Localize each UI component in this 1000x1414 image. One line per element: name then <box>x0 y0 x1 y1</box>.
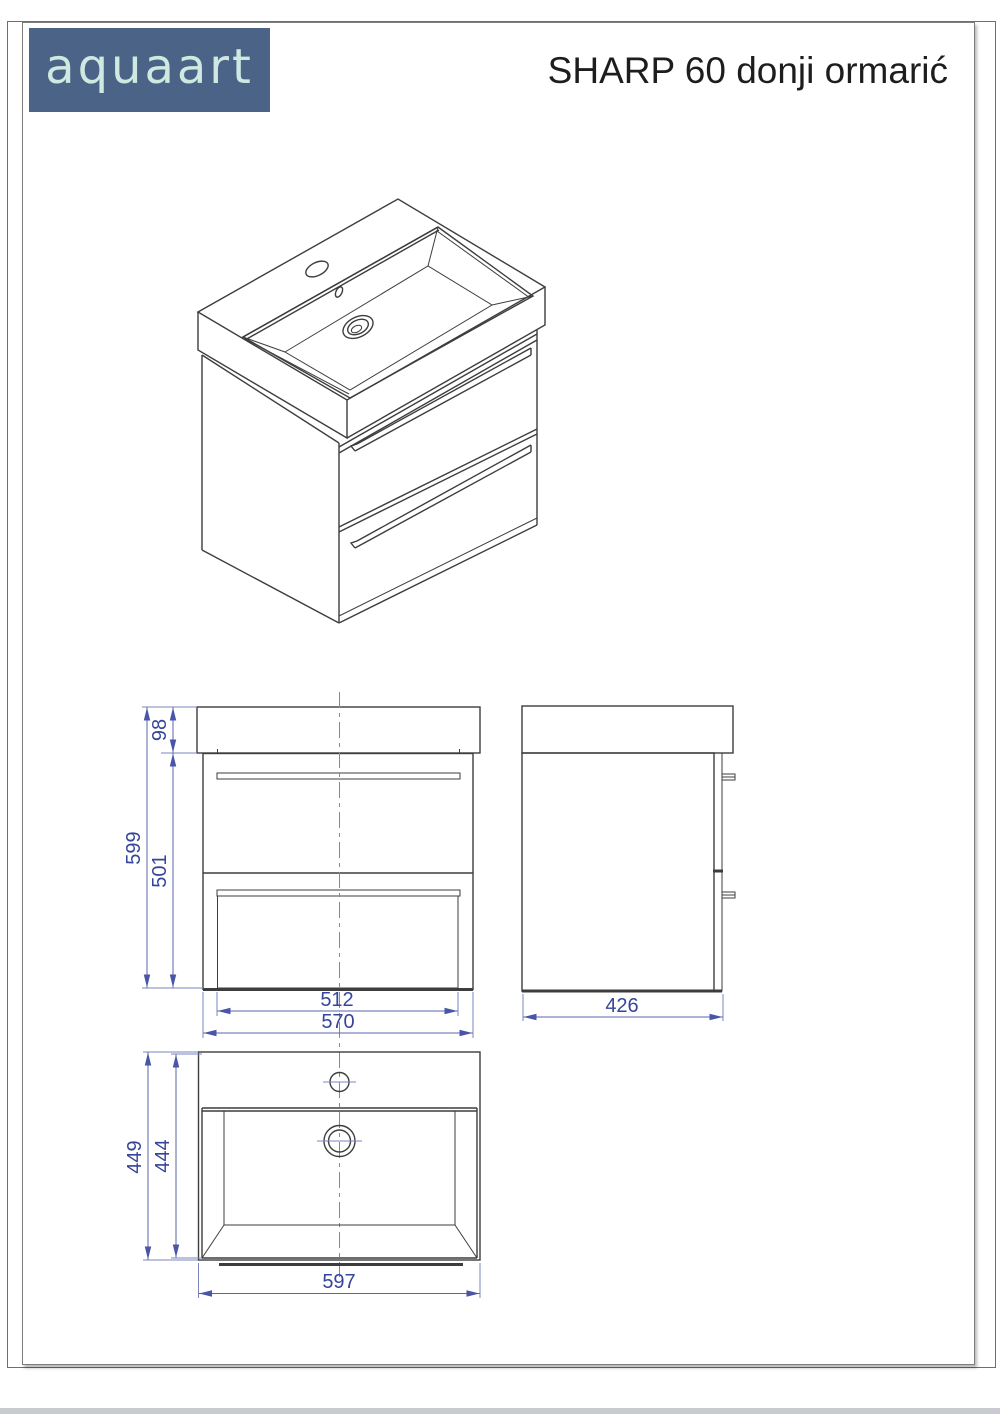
svg-text:98: 98 <box>149 718 171 742</box>
dimension-total-height <box>123 708 203 989</box>
page-bottom-edge <box>0 1408 1000 1414</box>
svg-text:426: 426 <box>605 995 639 1017</box>
svg-text:599: 599 <box>123 831 145 865</box>
svg-text:512: 512 <box>320 989 354 1011</box>
dimension-cabinet-height <box>149 754 173 988</box>
drawer2-handle-isometric <box>351 445 531 548</box>
front-view <box>123 692 480 1277</box>
side-view-dimensions <box>523 994 723 1021</box>
brand-logo-text: aquaart <box>45 39 254 95</box>
svg-text:570: 570 <box>321 1011 355 1033</box>
page-title: SHARP 60 donji ormarić <box>547 50 948 91</box>
side-view <box>522 706 735 1021</box>
washbasin-top-view <box>124 1052 480 1298</box>
dimension-washbasin-height <box>142 707 197 753</box>
svg-text:597: 597 <box>322 1271 356 1293</box>
top-view-dimensions <box>124 1052 480 1298</box>
drawer1-handle-isometric <box>351 348 531 451</box>
svg-text:444: 444 <box>152 1139 174 1173</box>
svg-text:449: 449 <box>124 1140 146 1174</box>
dimension-depth <box>523 994 723 1021</box>
svg-text:501: 501 <box>149 854 171 888</box>
faucet-hole-isometric <box>303 258 330 280</box>
overflow-hole-isometric <box>334 286 344 299</box>
isometric-view <box>198 199 545 623</box>
dimension-inner-depth <box>152 1054 202 1258</box>
